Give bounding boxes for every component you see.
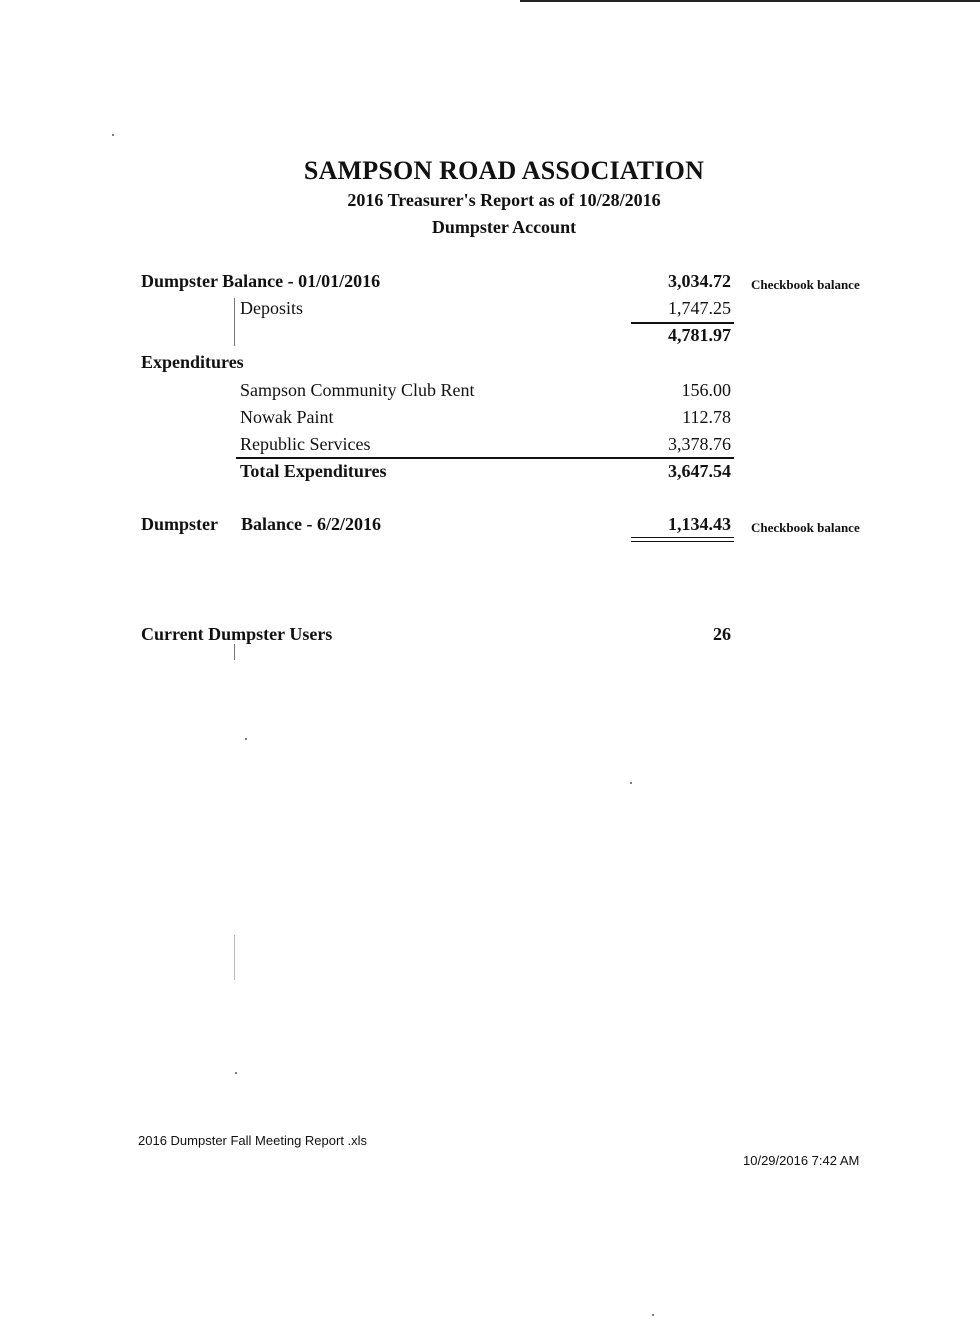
current-users-count: 26 (713, 624, 731, 644)
account-title: Dumpster Account (431, 217, 577, 237)
expenditure-label: Nowak Paint (240, 407, 334, 427)
footer-print-timestamp: 10/29/2016 7:42 AM (743, 1153, 860, 1168)
expenditures-heading: Expenditures (141, 352, 244, 372)
deposits-label: Deposits (240, 298, 303, 318)
current-users-label: Current Dumpster Users (141, 624, 333, 644)
double-underline-top (631, 537, 734, 538)
double-underline-bottom (631, 541, 734, 542)
deposits-amount: 1,747.25 (668, 298, 731, 318)
organization-title: SAMPSON ROAD ASSOCIATION (303, 156, 705, 185)
report-title: 2016 Treasurer's Report as of 10/28/2016 (347, 190, 661, 210)
footer-filename: 2016 Dumpster Fall Meeting Report .xls (138, 1133, 368, 1148)
closing-balance-amount: 1,134.43 (668, 514, 731, 534)
expenditure-label: Republic Services (240, 434, 371, 454)
expenditure-amount: 112.78 (682, 407, 731, 427)
cell-border-line (234, 644, 235, 660)
subtotal-amount: 4,781.97 (668, 325, 731, 345)
expenditure-amount: 3,378.76 (668, 434, 731, 454)
expenditure-label: Sampson Community Club Rent (240, 380, 475, 400)
subtotal-rule (631, 322, 734, 324)
total-expenditures-label: Total Expenditures (240, 461, 387, 481)
opening-balance-label: Dumpster Balance - 01/01/2016 (141, 271, 381, 291)
total-expenditures-rule (236, 457, 734, 459)
cell-border-line (234, 298, 235, 346)
scan-speck (112, 134, 114, 136)
closing-balance-note: Checkbook balance (751, 520, 860, 535)
scan-speck (652, 1314, 654, 1316)
opening-balance-amount: 3,034.72 (668, 271, 731, 291)
closing-balance-label-part2: Balance - 6/2/2016 (241, 514, 381, 534)
scan-speck (630, 782, 632, 784)
opening-balance-note: Checkbook balance (751, 277, 860, 292)
scan-speck (245, 738, 247, 740)
scan-artifact-line (234, 935, 235, 980)
page-edge-line (520, 0, 980, 2)
scan-speck (235, 1072, 237, 1074)
expenditure-amount: 156.00 (681, 380, 731, 400)
closing-balance-label-part1: Dumpster (141, 514, 218, 534)
total-expenditures-amount: 3,647.54 (668, 461, 731, 481)
